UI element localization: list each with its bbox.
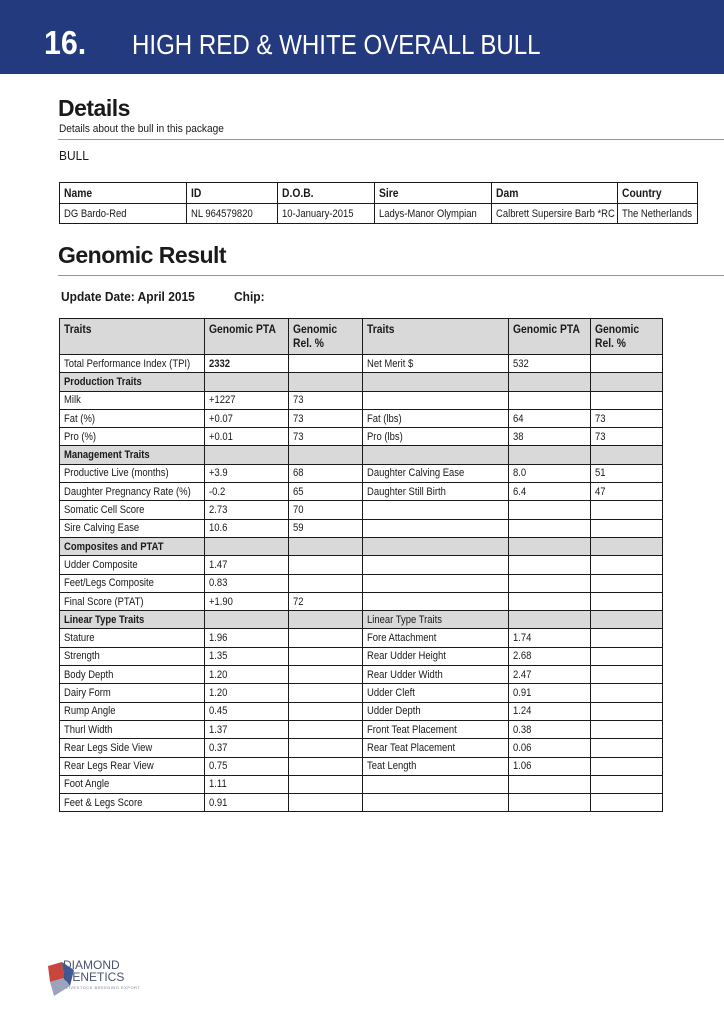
table-cell: Final Score (PTAT) bbox=[60, 592, 205, 610]
table-cell: 0.38 bbox=[509, 720, 591, 738]
table-cell: 2.68 bbox=[509, 647, 591, 665]
table-row bbox=[60, 391, 663, 409]
table-cell: -0.2 bbox=[205, 483, 289, 501]
table-row bbox=[60, 204, 698, 224]
table-cell: Rump Angle bbox=[60, 702, 205, 720]
table-cell: Rear Legs Side View bbox=[60, 739, 205, 757]
table-cell bbox=[509, 519, 591, 537]
header-band bbox=[0, 0, 724, 74]
table-cell bbox=[363, 556, 509, 574]
table-cell bbox=[363, 391, 509, 409]
column-header: D.O.B. bbox=[278, 183, 375, 204]
table-cell bbox=[289, 629, 363, 647]
table-cell: 73 bbox=[289, 409, 363, 427]
table-cell: 73 bbox=[289, 391, 363, 409]
table-row bbox=[60, 739, 663, 757]
table-cell: Daughter Still Birth bbox=[363, 483, 509, 501]
table-cell: Rear Udder Height bbox=[363, 647, 509, 665]
table-cell bbox=[363, 519, 509, 537]
table-cell: 1.24 bbox=[509, 702, 591, 720]
table-row bbox=[60, 720, 663, 738]
table-row bbox=[60, 757, 663, 775]
column-header: Name bbox=[60, 183, 187, 204]
table-cell: Feet & Legs Score bbox=[60, 794, 205, 812]
table-cell: 0.06 bbox=[509, 739, 591, 757]
table-cell: Dairy Form bbox=[60, 684, 205, 702]
table-cell: Rear Udder Width bbox=[363, 666, 509, 684]
table-cell: 0.91 bbox=[509, 684, 591, 702]
table-cell: 73 bbox=[591, 428, 663, 446]
table-cell: Feet/Legs Composite bbox=[60, 574, 205, 592]
table-cell: Fat (lbs) bbox=[363, 409, 509, 427]
table-cell bbox=[289, 537, 363, 555]
table-cell bbox=[509, 556, 591, 574]
column-header: Country bbox=[618, 183, 698, 204]
table-cell: 65 bbox=[289, 483, 363, 501]
table-cell: Daughter Pregnancy Rate (%) bbox=[60, 483, 205, 501]
table-cell: 2.47 bbox=[509, 666, 591, 684]
chip-label: Chip: bbox=[234, 289, 265, 304]
table-cell: 1.47 bbox=[205, 556, 289, 574]
table-cell bbox=[591, 519, 663, 537]
table-cell bbox=[289, 702, 363, 720]
table-cell: Composites and PTAT bbox=[60, 537, 205, 555]
table-cell bbox=[205, 537, 289, 555]
table-cell bbox=[363, 775, 509, 793]
table-cell bbox=[591, 794, 663, 812]
table-cell bbox=[509, 501, 591, 519]
table-cell bbox=[509, 373, 591, 391]
bull-name: DG Bardo-Red bbox=[60, 204, 187, 224]
table-cell: Daughter Calving Ease bbox=[363, 464, 509, 482]
table-cell: 2332 bbox=[205, 355, 289, 373]
table-cell: 0.37 bbox=[205, 739, 289, 757]
table-cell bbox=[591, 757, 663, 775]
table-cell bbox=[289, 574, 363, 592]
table-cell bbox=[289, 446, 363, 464]
table-cell bbox=[509, 794, 591, 812]
table-cell bbox=[289, 355, 363, 373]
table-cell: Thurl Width bbox=[60, 720, 205, 738]
table-cell: 1.96 bbox=[205, 629, 289, 647]
group-row bbox=[60, 611, 663, 629]
table-cell: Milk bbox=[60, 391, 205, 409]
logo-line-1: DIAMOND bbox=[63, 958, 120, 972]
table-cell: Foot Angle bbox=[60, 775, 205, 793]
table-cell: 51 bbox=[591, 464, 663, 482]
table-cell: Somatic Cell Score bbox=[60, 501, 205, 519]
column-header: Genomic PTA bbox=[205, 319, 289, 355]
table-cell: Udder Depth bbox=[363, 702, 509, 720]
table-cell bbox=[591, 537, 663, 555]
table-cell: 70 bbox=[289, 501, 363, 519]
column-header: Genomic PTA bbox=[509, 319, 591, 355]
table-row bbox=[60, 592, 663, 610]
table-cell: Front Teat Placement bbox=[363, 720, 509, 738]
table-cell bbox=[509, 775, 591, 793]
genomic-table-header bbox=[60, 319, 663, 355]
column-header: Genomic Rel. % bbox=[289, 319, 363, 355]
table-cell bbox=[289, 739, 363, 757]
table-cell: 1.37 bbox=[205, 720, 289, 738]
table-cell bbox=[289, 794, 363, 812]
table-cell bbox=[591, 739, 663, 757]
update-date: Update Date: April 2015 bbox=[61, 289, 195, 304]
table-row bbox=[60, 647, 663, 665]
table-cell bbox=[289, 373, 363, 391]
table-cell: Udder Composite bbox=[60, 556, 205, 574]
table-cell bbox=[289, 666, 363, 684]
table-cell: 73 bbox=[591, 409, 663, 427]
table-cell: Linear Type Traits bbox=[60, 611, 205, 629]
table-cell: 64 bbox=[509, 409, 591, 427]
table-cell bbox=[509, 537, 591, 555]
table-cell bbox=[363, 592, 509, 610]
table-cell bbox=[591, 592, 663, 610]
table-cell: Rear Teat Placement bbox=[363, 739, 509, 757]
table-cell: 1.74 bbox=[509, 629, 591, 647]
table-row bbox=[60, 409, 663, 427]
table-cell bbox=[591, 355, 663, 373]
table-cell: Pro (lbs) bbox=[363, 428, 509, 446]
table-row bbox=[60, 574, 663, 592]
bull-table bbox=[59, 182, 698, 224]
table-row bbox=[60, 666, 663, 684]
details-subtitle: Details about the bull in this package bbox=[59, 123, 224, 135]
table-cell: 0.45 bbox=[205, 702, 289, 720]
table-cell bbox=[591, 501, 663, 519]
bull-dob: 10-January-2015 bbox=[278, 204, 375, 224]
table-cell bbox=[591, 556, 663, 574]
table-cell: Stature bbox=[60, 629, 205, 647]
table-cell: 59 bbox=[289, 519, 363, 537]
table-cell bbox=[289, 720, 363, 738]
table-cell bbox=[205, 611, 289, 629]
table-cell bbox=[205, 446, 289, 464]
table-cell bbox=[591, 574, 663, 592]
table-cell: Net Merit $ bbox=[363, 355, 509, 373]
table-cell: 73 bbox=[289, 428, 363, 446]
table-row bbox=[60, 794, 663, 812]
table-cell: Body Depth bbox=[60, 666, 205, 684]
table-cell bbox=[509, 574, 591, 592]
table-row bbox=[60, 428, 663, 446]
table-row bbox=[60, 519, 663, 537]
table-cell: 38 bbox=[509, 428, 591, 446]
details-title: Details bbox=[58, 95, 130, 121]
table-row bbox=[60, 464, 663, 482]
table-cell bbox=[509, 446, 591, 464]
genomic-rule bbox=[58, 275, 724, 276]
table-cell: 47 bbox=[591, 483, 663, 501]
bull-label: BULL bbox=[59, 148, 89, 163]
column-header: Genomic Rel. % bbox=[591, 319, 663, 355]
table-cell bbox=[591, 446, 663, 464]
table-cell bbox=[363, 574, 509, 592]
table-cell bbox=[591, 647, 663, 665]
logo-line-2: GENETICS bbox=[63, 970, 125, 984]
table-row bbox=[60, 684, 663, 702]
table-cell: Rear Legs Rear View bbox=[60, 757, 205, 775]
table-cell: Linear Type Traits bbox=[363, 611, 509, 629]
table-row bbox=[60, 556, 663, 574]
table-cell bbox=[591, 391, 663, 409]
table-cell bbox=[205, 373, 289, 391]
table-cell bbox=[289, 757, 363, 775]
details-rule bbox=[58, 139, 724, 140]
table-cell: 10.6 bbox=[205, 519, 289, 537]
table-cell: Sire Calving Ease bbox=[60, 519, 205, 537]
table-cell: 0.83 bbox=[205, 574, 289, 592]
table-cell bbox=[509, 611, 591, 629]
table-cell: Strength bbox=[60, 647, 205, 665]
table-cell: Udder Cleft bbox=[363, 684, 509, 702]
table-cell: 6.4 bbox=[509, 483, 591, 501]
page-title: HIGH RED & WHITE OVERALL BULL bbox=[132, 29, 541, 60]
column-header: Sire bbox=[375, 183, 492, 204]
table-row bbox=[60, 483, 663, 501]
table-cell bbox=[363, 501, 509, 519]
table-row bbox=[60, 501, 663, 519]
group-row bbox=[60, 373, 663, 391]
table-row bbox=[60, 629, 663, 647]
table-cell bbox=[509, 592, 591, 610]
table-cell bbox=[363, 373, 509, 391]
table-cell bbox=[591, 720, 663, 738]
table-cell: +3.9 bbox=[205, 464, 289, 482]
table-cell: 1.06 bbox=[509, 757, 591, 775]
table-cell bbox=[363, 446, 509, 464]
table-cell: Productive Live (months) bbox=[60, 464, 205, 482]
table-cell bbox=[591, 702, 663, 720]
bull-sire: Ladys-Manor Olympian bbox=[375, 204, 492, 224]
bull-country: The Netherlands bbox=[618, 204, 698, 224]
table-cell bbox=[591, 629, 663, 647]
table-cell: 1.20 bbox=[205, 684, 289, 702]
genomic-table bbox=[59, 318, 663, 812]
table-cell: 1.11 bbox=[205, 775, 289, 793]
table-cell bbox=[289, 556, 363, 574]
table-cell bbox=[591, 666, 663, 684]
table-cell bbox=[591, 775, 663, 793]
table-cell: 1.35 bbox=[205, 647, 289, 665]
table-cell: 8.0 bbox=[509, 464, 591, 482]
genomic-title: Genomic Result bbox=[58, 242, 227, 268]
table-cell: 0.91 bbox=[205, 794, 289, 812]
table-cell bbox=[591, 611, 663, 629]
group-row bbox=[60, 446, 663, 464]
table-cell bbox=[289, 611, 363, 629]
table-row bbox=[60, 355, 663, 373]
bull-dam: Calbrett Supersire Barb *RC bbox=[492, 204, 618, 224]
table-cell: Fat (%) bbox=[60, 409, 205, 427]
table-cell bbox=[591, 684, 663, 702]
table-row bbox=[60, 775, 663, 793]
table-cell: 0.75 bbox=[205, 757, 289, 775]
table-cell bbox=[363, 537, 509, 555]
column-header: ID bbox=[187, 183, 278, 204]
table-cell: Management Traits bbox=[60, 446, 205, 464]
table-cell: +1227 bbox=[205, 391, 289, 409]
table-cell bbox=[289, 684, 363, 702]
table-cell: 532 bbox=[509, 355, 591, 373]
table-cell: 72 bbox=[289, 592, 363, 610]
table-cell: Total Performance Index (TPI) bbox=[60, 355, 205, 373]
bull-table-header bbox=[60, 183, 698, 204]
section-number: 16. bbox=[44, 24, 87, 61]
table-cell: Teat Length bbox=[363, 757, 509, 775]
table-cell: 2.73 bbox=[205, 501, 289, 519]
column-header: Dam bbox=[492, 183, 618, 204]
table-cell: Fore Attachment bbox=[363, 629, 509, 647]
bull-id: NL 964579820 bbox=[187, 204, 278, 224]
table-cell bbox=[363, 794, 509, 812]
table-cell: Pro (%) bbox=[60, 428, 205, 446]
column-header: Traits bbox=[363, 319, 509, 355]
table-cell: 68 bbox=[289, 464, 363, 482]
table-cell bbox=[591, 373, 663, 391]
table-cell bbox=[289, 775, 363, 793]
column-header: Traits bbox=[60, 319, 205, 355]
logo-tagline: LIVESTOCK BREEDING EXPORT bbox=[66, 985, 141, 990]
table-cell: 1.20 bbox=[205, 666, 289, 684]
table-row bbox=[60, 702, 663, 720]
table-cell: Production Traits bbox=[60, 373, 205, 391]
table-cell bbox=[509, 391, 591, 409]
group-row bbox=[60, 537, 663, 555]
table-cell: +1.90 bbox=[205, 592, 289, 610]
table-cell: +0.07 bbox=[205, 409, 289, 427]
table-cell bbox=[289, 647, 363, 665]
table-cell: +0.01 bbox=[205, 428, 289, 446]
